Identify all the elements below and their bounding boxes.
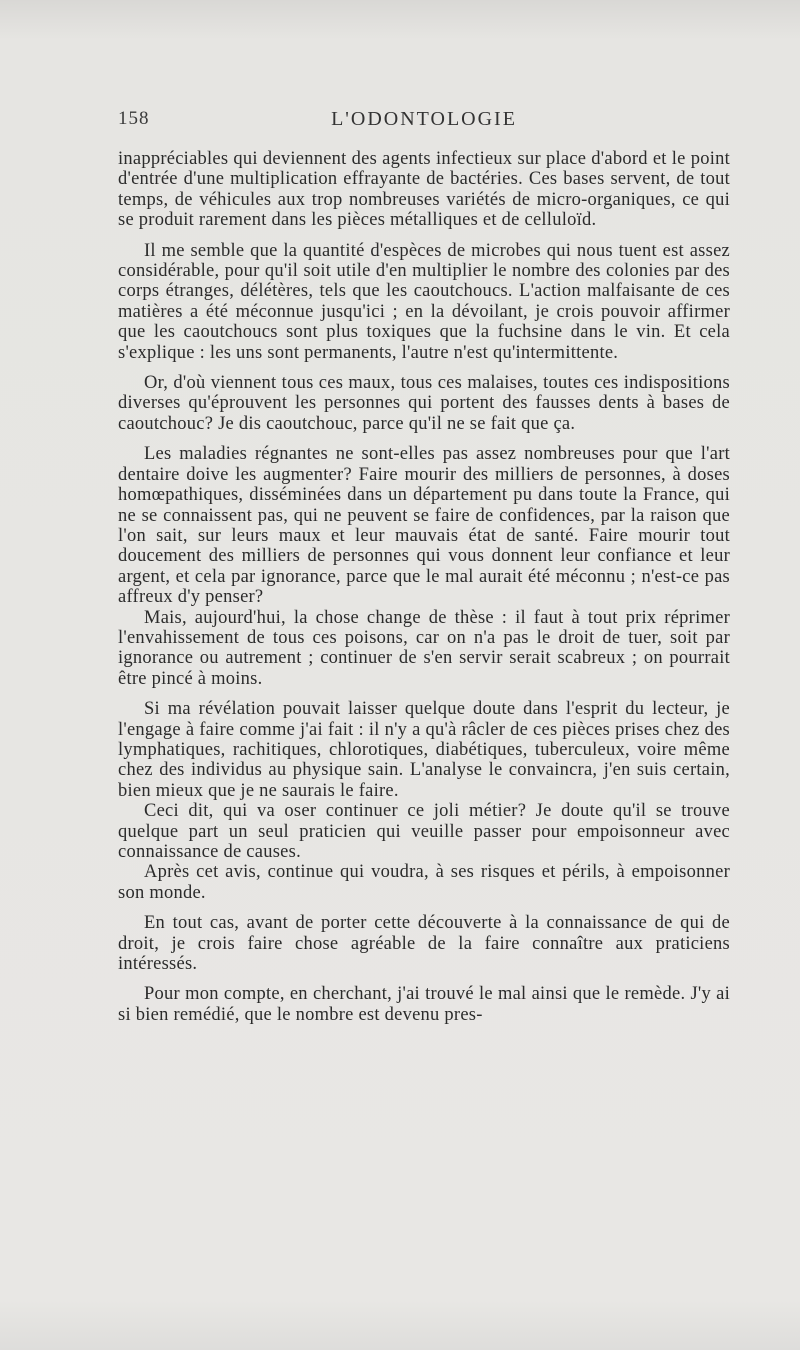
paragraph: Mais, aujourd'hui, la chose change de thèse : il faut à tout prix réprimer l'envahissement de tous ces poisons, car on n'a pas le droit de tuer, soit par ignorance ou autrement ; continuer de s'en servir serait scabreux ; on pourrait être pincé à moins. bbox=[118, 607, 730, 689]
paragraph: Pour mon compte, en cherchant, j'ai trouvé le mal ainsi que le remède. J'y ai si bien remédié, que le nombre est devenu pres- bbox=[118, 984, 730, 1025]
paragraph: Il me semble que la quantité d'espèces de microbes qui nous tuent est assez considérable, pour qu'il soit utile d'en multiplier le nombre des colonies par des corps étranges, délétères, tels que les caoutchoucs. L'action malfaisante de ces matières a été méconnue jusqu'ici ; en la dévoilant, je crois pouvoir affirmer que les caoutchoucs sont plus toxiques que la fuchsine dans le vin. Et cela s'explique : les uns sont permanents, l'autre n'est qu'intermittente. bbox=[118, 240, 730, 363]
running-title: L'ODONTOLOGIE bbox=[331, 108, 517, 130]
paragraph: Ceci dit, qui va oser continuer ce joli métier? Je doute qu'il se trouve quelque part un seul praticien qui veuille passer pour empoisonneur avec connaissance de causes. bbox=[118, 801, 730, 862]
paragraph: inappréciables qui deviennent des agents infectieux sur place d'abord et le point d'entrée d'une multiplication effrayante de bactéries. Ces bases servent, de tout temps, de véhicules aux trop nombreuses variétés de micro-organiques, ce qui se produit rarement dans les pièces métalliques et de celluloïd. bbox=[118, 149, 730, 231]
page-number: 158 bbox=[118, 108, 150, 129]
page-header bbox=[118, 108, 730, 138]
paragraph: Or, d'où viennent tous ces maux, tous ces malaises, toutes ces indispositions diverses qu'éprouvent les personnes qui portent des fausses dents à bases de caoutchouc? Je dis caoutchouc, parce qu'il ne se fait que ça. bbox=[118, 373, 730, 434]
paragraph: Après cet avis, continue qui voudra, à ses risques et périls, à empoisonner son monde. bbox=[118, 862, 730, 903]
paragraph: En tout cas, avant de porter cette découverte à la connaissance de qui de droit, je crois faire chose agréable de la faire connaître aux praticiens intéressés. bbox=[118, 913, 730, 975]
body-text bbox=[118, 149, 730, 1025]
paragraph: Si ma révélation pouvait laisser quelque doute dans l'esprit du lecteur, je l'engage à faire comme j'ai fait : il n'y a qu'à râcler de ces pièces prises chez des lymphatiques, rachitiques, chlorotiques, diabétiques, tuberculeux, voire même chez des individus au physique sain. L'analyse le convaincra, j'en suis certain, bien mieux que je ne saurais le faire. bbox=[118, 699, 730, 801]
paragraph: Les maladies régnantes ne sont-elles pas assez nombreuses pour que l'art dentaire doive les augmenter? Faire mourir des milliers de personnes, à doses homœpathiques, disséminées dans un département pu dans toute la France, qui ne se connaissent pas, qui ne peuvent se faire de confidences, par la raison que l'on sait, sur leurs maux et leur mauvais état de santé. Faire mourir tout doucement des milliers de personnes qui vous donnent leur confiance et leur argent, et cela par ignorance, parce que le mal aurait été méconnu ; n'est-ce pas affreux d'y penser? bbox=[118, 444, 730, 608]
